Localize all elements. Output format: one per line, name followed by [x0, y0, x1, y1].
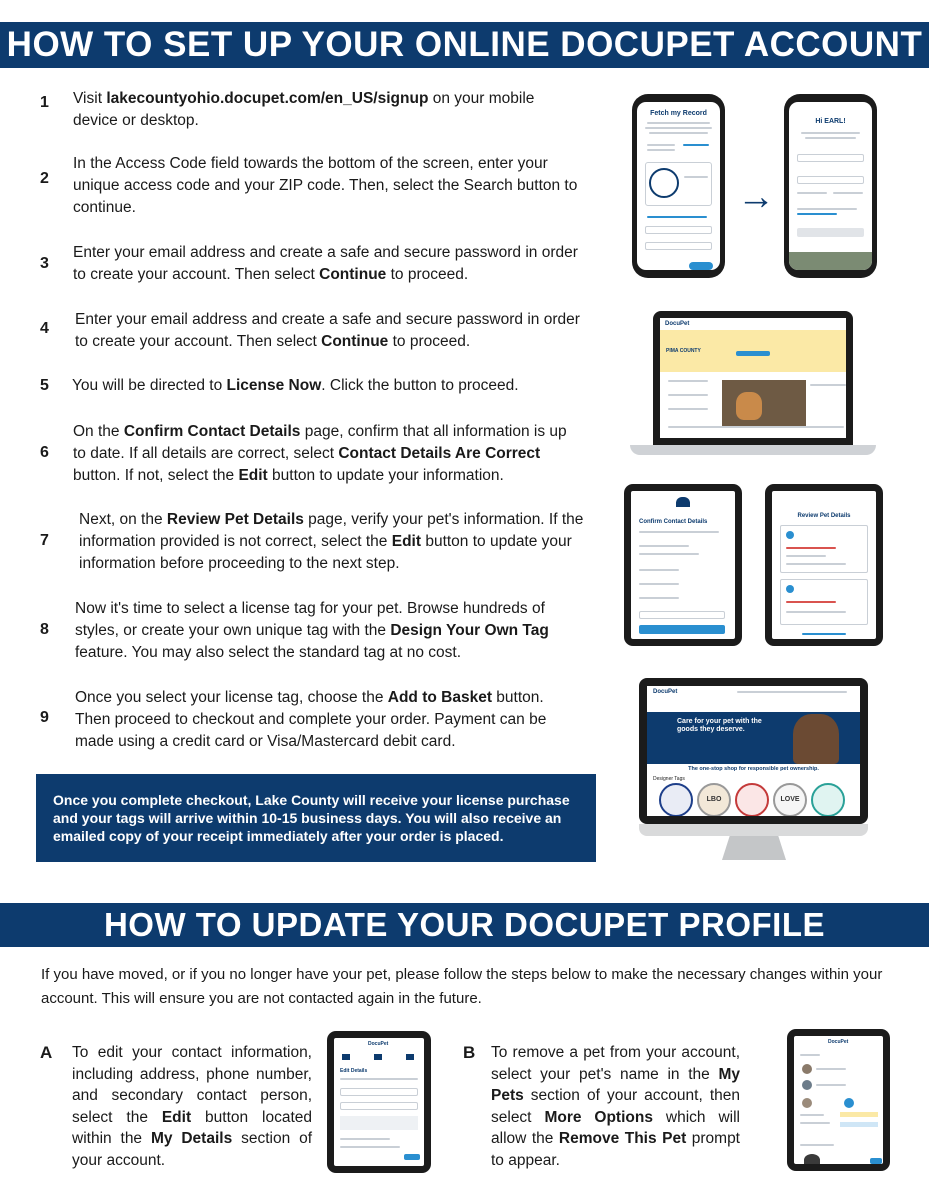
tablet-mockup-confirm-contact — [624, 484, 742, 646]
paw-tag — [811, 783, 845, 816]
step-number: 2 — [40, 170, 49, 187]
signup-url[interactable]: lakecountyohio.docupet.com/en_US/signup — [106, 90, 429, 107]
step-5: 5 You will be directed to License Now. Click the button to proceed. — [40, 375, 580, 397]
flag-tag — [659, 783, 693, 816]
monitor-mockup-tag-shop — [639, 678, 868, 824]
designer-tags-label: Designer Tags — [653, 776, 685, 782]
step-7: 7 Next, on the Review Pet Details page, verify your pet's information. If the information provided is not correct, select the Edit button to update your information before proceeding to the next step. — [40, 511, 584, 572]
tablet-mockup-review-pet — [765, 484, 883, 646]
tag-love: LOVE — [773, 783, 807, 816]
step-3: 3 Enter your email address and create a safe and secure password in order to create your account. Then select Continue to proceed. — [40, 244, 578, 283]
step-6: 6 On the Confirm Contact Details page, confirm that all information is up to date. If all details are correct, select Contact Details Are Correct button. If not, select the Edit button to update your information. — [40, 423, 567, 484]
update-step-a: A To edit your contact information, including address, phone number, and secondary contact person, select the Edit button located within the My Details section of your account. — [40, 1043, 313, 1169]
step-4: 4 Enter your email address and create a safe and secure password in order to create your account. Then select Continue to proceed. — [40, 311, 580, 350]
phone-mockup-create-account — [784, 94, 877, 278]
fetch-record-title: Fetch my Record — [650, 110, 707, 117]
review-title: Review Pet Details — [797, 513, 851, 519]
laptop-mockup-license-now — [653, 311, 853, 445]
laptop-base — [630, 445, 876, 455]
heart-tag — [735, 783, 769, 816]
step-letter: A — [40, 1043, 53, 1062]
step-9: 9 Once you select your license tag, choose the Add to Basket button. Then proceed to checkout and complete your order. Payment can be made using a credit card or Visa/Mastercard debit card. — [40, 689, 547, 750]
docupet-logo: DocuPet — [368, 1041, 389, 1047]
update-title: HOW TO UPDATE YOUR DOCUPET PROFILE — [0, 903, 929, 947]
update-intro: If you have moved, or if you no longer have your pet, please follow the steps below to make the necessary changes within your account. This will ensure you are not contacted again in the future. — [41, 966, 883, 1007]
tablet-mockup-edit-details — [327, 1031, 431, 1173]
hi-title: Hi EARL! — [815, 118, 846, 125]
docupet-logo: DocuPet — [665, 321, 690, 327]
step-number: 3 — [40, 255, 49, 272]
arrow-right-icon: → — [737, 176, 775, 218]
docupet-logo: DocuPet — [653, 689, 678, 695]
step-number: 4 — [40, 320, 49, 337]
checkout-callout: Once you complete checkout, Lake County will receive your license purchase and your tags will arrive within 10-15 business days. You will also receive an emailed copy of your receipt immediately after your order is placed. — [36, 774, 596, 862]
edit-title: Edit Details — [340, 1068, 368, 1074]
step-number: 5 — [40, 377, 49, 394]
care-headline: Care for your pet with the goods they deserve. — [677, 718, 762, 733]
confirm-title: Confirm Contact Details — [639, 519, 708, 525]
setup-title: HOW TO SET UP YOUR ONLINE DOCUPET ACCOUNT — [0, 22, 929, 68]
step-letter: B — [463, 1043, 476, 1062]
step-number: 1 — [40, 94, 49, 111]
step-8: 8 Now it's time to select a license tag for your pet. Browse hundreds of styles, or create your own unique tag with the Design Your Own Tag feature. You may also select the standard tag at no cost. — [40, 600, 549, 661]
monitor-stand — [722, 836, 786, 860]
step-number: 6 — [40, 444, 49, 461]
step-1: 1 Visit lakecountyohio.docupet.com/en_US/signup on your mobile device or desktop. — [40, 90, 535, 129]
update-step-b: B To remove a pet from your account, select your pet's name in the My Pets section of your account, then select More Options which will allow the Remove This Pet prompt to appear. — [463, 1043, 740, 1169]
tablet-mockup-my-pets — [787, 1029, 890, 1171]
monitor-chin — [639, 824, 868, 836]
tag-lbo: LBO — [697, 783, 731, 816]
step-2: 2 In the Access Code field towards the bottom of the screen, enter your unique access code and your ZIP code. Then, select the Search button to continue. — [40, 155, 578, 216]
step-number: 9 — [40, 709, 49, 726]
step-number: 7 — [40, 532, 49, 549]
county-name: PIMA COUNTY — [666, 348, 701, 354]
step-number: 8 — [40, 621, 49, 638]
phone-mockup-fetch-record — [632, 94, 725, 278]
shop-tagline: The one-stop shop for responsible pet ownership. — [688, 766, 819, 772]
docupet-logo: DocuPet — [828, 1039, 849, 1045]
